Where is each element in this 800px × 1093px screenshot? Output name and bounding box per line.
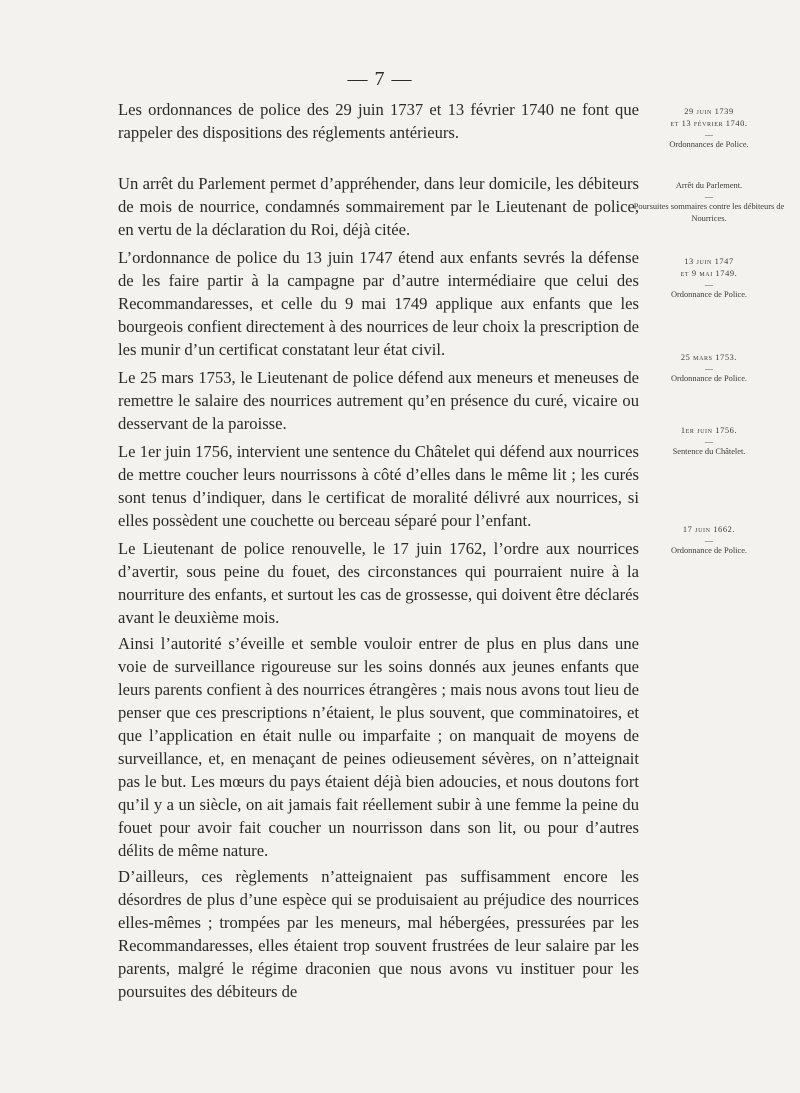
margin-note-title: Arrêt du Parlement. xyxy=(675,181,743,190)
paragraph-1: Les ordonnances de police des 29 juin 1737 et 13 février 1740 ne font que rappeler des dispositions des réglements antérieurs. xyxy=(118,100,639,142)
margin-note xyxy=(618,524,800,557)
margin-note xyxy=(618,106,800,151)
margin-note-body: Ordonnances de Police. xyxy=(669,140,749,149)
margin-note-body: Ordonnance de Police. xyxy=(670,290,748,299)
margin-note-date: 25 mars 1753. xyxy=(680,353,738,362)
paragraph-7: Ainsi l’autorité s’éveille et semble vouloir entrer de plus en plus dans une voie de surveillance rigoureuse sur les soins donnés aux jeunes enfants que leurs parents confient à des nourrices étrangères ; mais nous avons tout lieu de penser que ces prescriptions n’étaient, le plus souvent, que comminatoires, et que l’application en était nulle ou imparfaite ; on manquait de moyens de surveillance, et, en menaçant de peines odieusement sévères, on n’atteignait pas le but. Les mœurs du pays étaient déjà bien adoucies, et nous doutons fort qu’il y a un siècle, on ait jamais fait réellement subir à une femme la peine du fouet pour avoir fait coucher un nourrisson dans son lit, ou pour d’autres délits de même nature. xyxy=(118,634,639,860)
margin-note-date-2: et 9 mai 1749. xyxy=(680,269,738,278)
margin-note-body: Ordonnance de Police. xyxy=(670,546,748,555)
page-number: — 7 — xyxy=(347,68,413,90)
margin-note-body: Sentence du Châtelet. xyxy=(672,447,746,456)
paragraph-6: Le Lieutenant de police renouvelle, le 17 juin 1762, l’ordre aux nourrices d’avertir, sous peine du fouet, des circonstances qui pourraient nuire à la nourriture des enfants, et surtout les cas de grossesse, qui doivent être déclarés avant le deuxième mois. xyxy=(118,539,639,627)
margin-note-body: Poursuites sommaires contre les débiteurs de Nourrices. xyxy=(633,202,785,223)
paragraph-3: L’ordonnance de police du 13 juin 1747 étend aux enfants sevrés la défense de les faire partir à la campagne par d’autre intermédiaire que celui des Recommandaresses, et celle du 9 mai 1749 applique aux enfants que les bourgeois confient directement à des nourrices de leur choix la prescription de les munir d’un certificat constatant leur état civil. xyxy=(118,248,639,359)
margin-note xyxy=(618,352,800,385)
margin-note-body: Ordonnance de Police. xyxy=(670,374,748,383)
margin-note-date: 13 juin 1747 xyxy=(684,257,734,266)
margin-note-dash: — xyxy=(705,364,713,373)
paragraph-8: D’ailleurs, ces règlements n’atteignaient pas suffisamment encore les désordres de plus d’une espèce qui se produisaient au préjudice des nourrices elles-mêmes ; trompées par les meneurs, mal hébergées, pressurées par les Recommandaresses, elles étaient trop souvent frustrées de leur salaire par les parents, malgré le régime draconien que nous avons vu instituer pour les poursuites des débiteurs de xyxy=(118,867,639,1001)
margin-note-dash: — xyxy=(705,280,713,289)
margin-note-date: 1er juin 1756. xyxy=(680,426,738,435)
margin-note-date: 29 juin 1739 xyxy=(684,107,734,116)
margin-note xyxy=(618,425,800,458)
margin-note-dash: — xyxy=(705,536,713,545)
margin-note-dash: — xyxy=(705,192,713,201)
paragraph-5: Le 1er juin 1756, intervient une sentence du Châtelet qui défend aux nourrices de mettre coucher leurs nourrissons à côté d’elles dans le même lit ; les curés sont tenus d’indiquer, dans le certificat de moralité délivré aux nourrices, si elles possèdent une couchette ou berceau séparé pour l’enfant. xyxy=(118,442,639,530)
margin-note-date: 17 juin 1662. xyxy=(682,525,736,534)
margin-note-date-2: et 13 février 1740. xyxy=(670,119,748,128)
margin-note xyxy=(618,180,800,225)
margin-note xyxy=(618,256,800,301)
margin-note-dash: — xyxy=(705,437,713,446)
margin-note-dash: — xyxy=(705,130,713,139)
paragraph-2: Un arrêt du Parlement permet d’appréhender, dans leur domicile, les débiteurs de mois de nourrice, condamnés sommairement par le Lieutenant de police, en vertu de la déclaration du Roi, déjà citée. xyxy=(118,174,639,239)
paragraph-4: Le 25 mars 1753, le Lieutenant de police défend aux meneurs et meneuses de remettre le salaire des nourrices autrement qu’en présence du curé, vicaire ou desservant de la paroisse. xyxy=(118,368,639,433)
